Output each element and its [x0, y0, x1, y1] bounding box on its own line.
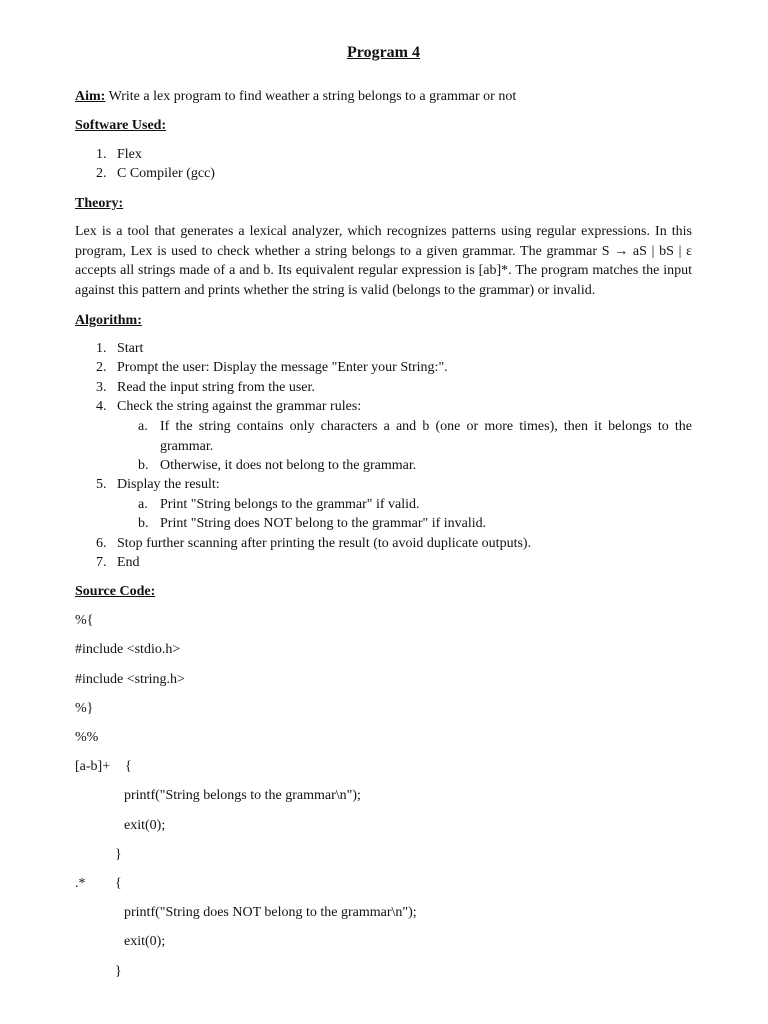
substep-letter: a. — [138, 497, 148, 512]
software-heading: Software Used: — [75, 118, 167, 133]
aim-line — [75, 87, 516, 106]
page-title: Program 4 — [346, 44, 420, 61]
substep-text: If the string contains only characters a and b (one or more times), then it belongs to the grammar. — [160, 419, 692, 454]
substep-letter: b. — [138, 458, 149, 473]
step-number: 3. — [96, 380, 107, 395]
algorithm-substep — [75, 417, 692, 456]
substep-letter: b. — [138, 516, 149, 531]
code-line: %} — [75, 701, 94, 716]
algorithm-step — [75, 358, 692, 377]
substep-text: Otherwise, it does not belong to the grammar. — [160, 458, 417, 473]
code-line: exit(0); — [124, 934, 166, 949]
code-line: printf("String does NOT belong to the grammar\n"); — [124, 905, 417, 920]
algorithm-substep — [75, 456, 692, 475]
code-line: %% — [75, 730, 99, 745]
step-text: End — [117, 555, 140, 570]
code-line: exit(0); — [124, 818, 166, 833]
step-text: Prompt the user: Display the message "Enter your String:". — [117, 360, 448, 375]
software-item — [75, 164, 692, 183]
code-line: [a-b]+ — [75, 759, 111, 774]
step-text: Start — [117, 341, 144, 356]
document-page — [75, 0, 692, 1024]
aim-text: Write a lex program to find weather a string belongs to a grammar or not — [105, 89, 517, 104]
step-number: 4. — [96, 399, 107, 414]
software-item — [75, 145, 692, 164]
step-text: Stop further scanning after printing the result (to avoid duplicate outputs). — [117, 536, 532, 551]
aim-label: Aim: — [75, 89, 106, 104]
code-line: #include <stdio.h> — [75, 642, 181, 657]
step-text: Read the input string from the user. — [117, 380, 315, 395]
theory-heading: Theory: — [75, 196, 124, 211]
code-line: } — [115, 847, 122, 862]
step-text: Display the result: — [117, 477, 220, 492]
code-line: %{ — [75, 613, 94, 628]
step-text: Check the string against the grammar rules: — [117, 399, 362, 414]
substep-text: Print "String belongs to the grammar" if valid. — [160, 497, 420, 512]
code-line: } — [115, 964, 122, 979]
algorithm-heading: Algorithm: — [75, 313, 142, 328]
algorithm-step — [75, 378, 692, 397]
code-line: { — [125, 759, 132, 774]
algorithm-step — [75, 534, 692, 553]
theory-paragraph: Lex is a tool that generates a lexical analyzer, which recognizes patterns using regular expressions. In this program, Lex is used to check whether a string belongs to a given grammar. The grammar S → aS | bS | ε accepts all strings made of a and b. Its equivalent regular expression is [ab]*. The program matches the input against this pattern and prints whether the string is valid (belongs to the grammar) or invalid. — [75, 224, 692, 299]
code-line: { — [115, 876, 122, 891]
algorithm-step — [75, 553, 692, 572]
software-item-number: 2. — [96, 166, 107, 181]
software-item-text: C Compiler (gcc) — [117, 166, 215, 181]
algorithm-step — [75, 339, 692, 358]
step-number: 7. — [96, 555, 107, 570]
algorithm-step — [75, 397, 692, 416]
software-item-number: 1. — [96, 147, 107, 162]
code-line: .* — [75, 876, 86, 891]
step-number: 2. — [96, 360, 107, 375]
software-item-text: Flex — [117, 147, 142, 162]
algorithm-step — [75, 475, 692, 494]
algorithm-substep — [75, 514, 692, 533]
step-number: 5. — [96, 477, 107, 492]
substep-text: Print "String does NOT belong to the grammar" if invalid. — [160, 516, 487, 531]
code-line: printf("String belongs to the grammar\n"); — [124, 788, 361, 803]
step-number: 1. — [96, 341, 107, 356]
step-number: 6. — [96, 536, 107, 551]
algorithm-substep — [75, 495, 692, 514]
code-line: #include <string.h> — [75, 672, 185, 687]
substep-letter: a. — [138, 419, 148, 434]
source-code-heading: Source Code: — [75, 584, 156, 599]
